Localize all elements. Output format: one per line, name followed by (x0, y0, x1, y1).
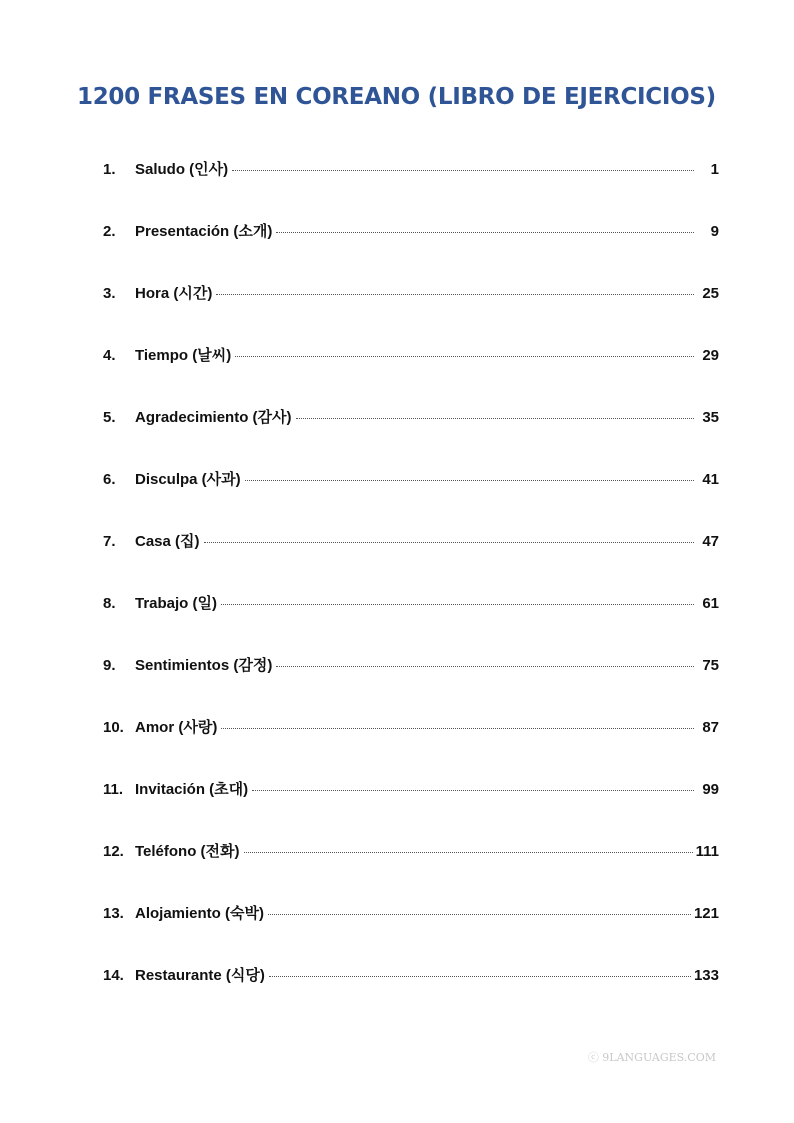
toc-entry-label: Trabajo (일) (135, 595, 217, 612)
toc-entry[interactable] (103, 530, 719, 592)
toc-entry-number: 7. (103, 533, 116, 550)
toc-entry-page: 87 (702, 719, 719, 736)
toc-entry[interactable] (103, 344, 719, 406)
toc-entry-number: 6. (103, 471, 116, 488)
toc-entry-number: 1. (103, 161, 116, 178)
toc-entry-label: Sentimientos (감정) (135, 657, 273, 674)
toc-entry-label: Hora (시간) (135, 285, 213, 302)
dot-leader (232, 170, 694, 171)
toc-entry-label: Presentación (소개) (135, 223, 273, 240)
dot-leader (204, 542, 694, 543)
toc-entry-number: 13. (103, 905, 124, 922)
toc-entry-page: 47 (702, 533, 719, 550)
toc-entry[interactable] (103, 220, 719, 282)
toc-entry-page: 133 (693, 967, 719, 984)
dot-leader (276, 232, 694, 233)
toc-entry[interactable] (103, 592, 719, 654)
toc-entry-number: 10. (103, 719, 124, 736)
page-title: 1200 FRASES EN COREANO (LIBRO DE EJERCICIOS) (77, 84, 716, 110)
toc-entry-number: 5. (103, 409, 116, 426)
dot-leader (245, 480, 694, 481)
copyright-notice: ⓒ 9LANGUAGES.COM (587, 1051, 716, 1064)
toc-entry-label: Amor (사랑) (135, 719, 218, 736)
dot-leader (268, 914, 691, 915)
toc-entry[interactable] (103, 282, 719, 344)
toc-entry-page: 25 (702, 285, 719, 302)
table-of-contents (103, 158, 719, 1026)
toc-entry-number: 2. (103, 223, 116, 240)
toc-entry-page: 41 (702, 471, 719, 488)
toc-entry-number: 8. (103, 595, 116, 612)
toc-entry-page: 35 (702, 409, 719, 426)
dot-leader (221, 728, 694, 729)
toc-entry-label: Disculpa (사과) (135, 471, 241, 488)
toc-entry-page: 111 (695, 843, 719, 860)
toc-entry-label: Agradecimiento (감사) (135, 409, 292, 426)
toc-entry[interactable] (103, 902, 719, 964)
toc-entry-label: Invitación (초대) (135, 781, 249, 798)
dot-leader (216, 294, 694, 295)
toc-entry[interactable] (103, 654, 719, 716)
toc-entry-label: Casa (집) (135, 533, 200, 550)
toc-entry-number: 9. (103, 657, 116, 674)
toc-entry-number: 4. (103, 347, 116, 364)
toc-entry-number: 14. (103, 967, 124, 984)
toc-entry-page: 121 (693, 905, 719, 922)
toc-entry[interactable] (103, 840, 719, 902)
dot-leader (276, 666, 694, 667)
toc-entry-number: 12. (103, 843, 124, 860)
toc-entry-page: 9 (710, 223, 719, 240)
dot-leader (244, 852, 693, 853)
dot-leader (235, 356, 694, 357)
toc-entry-number: 3. (103, 285, 116, 302)
toc-entry-number: 11. (103, 781, 124, 798)
dot-leader (296, 418, 695, 419)
toc-entry[interactable] (103, 716, 719, 778)
toc-entry-label: Teléfono (전화) (135, 843, 240, 860)
toc-entry[interactable] (103, 468, 719, 530)
toc-entry-page: 75 (702, 657, 719, 674)
dot-leader (221, 604, 694, 605)
toc-entry[interactable] (103, 964, 719, 1026)
toc-entry-page: 61 (702, 595, 719, 612)
toc-entry[interactable] (103, 778, 719, 840)
toc-entry-page: 29 (702, 347, 719, 364)
toc-entry-label: Alojamiento (숙박) (135, 905, 264, 922)
toc-entry-page: 99 (702, 781, 719, 798)
dot-leader (269, 976, 691, 977)
toc-entry-label: Tiempo (날씨) (135, 347, 232, 364)
toc-entry-label: Saludo (인사) (135, 161, 229, 178)
toc-entry[interactable] (103, 406, 719, 468)
toc-entry[interactable] (103, 158, 719, 220)
dot-leader (252, 790, 694, 791)
toc-entry-page: 1 (710, 161, 719, 178)
toc-entry-label: Restaurante (식당) (135, 967, 265, 984)
